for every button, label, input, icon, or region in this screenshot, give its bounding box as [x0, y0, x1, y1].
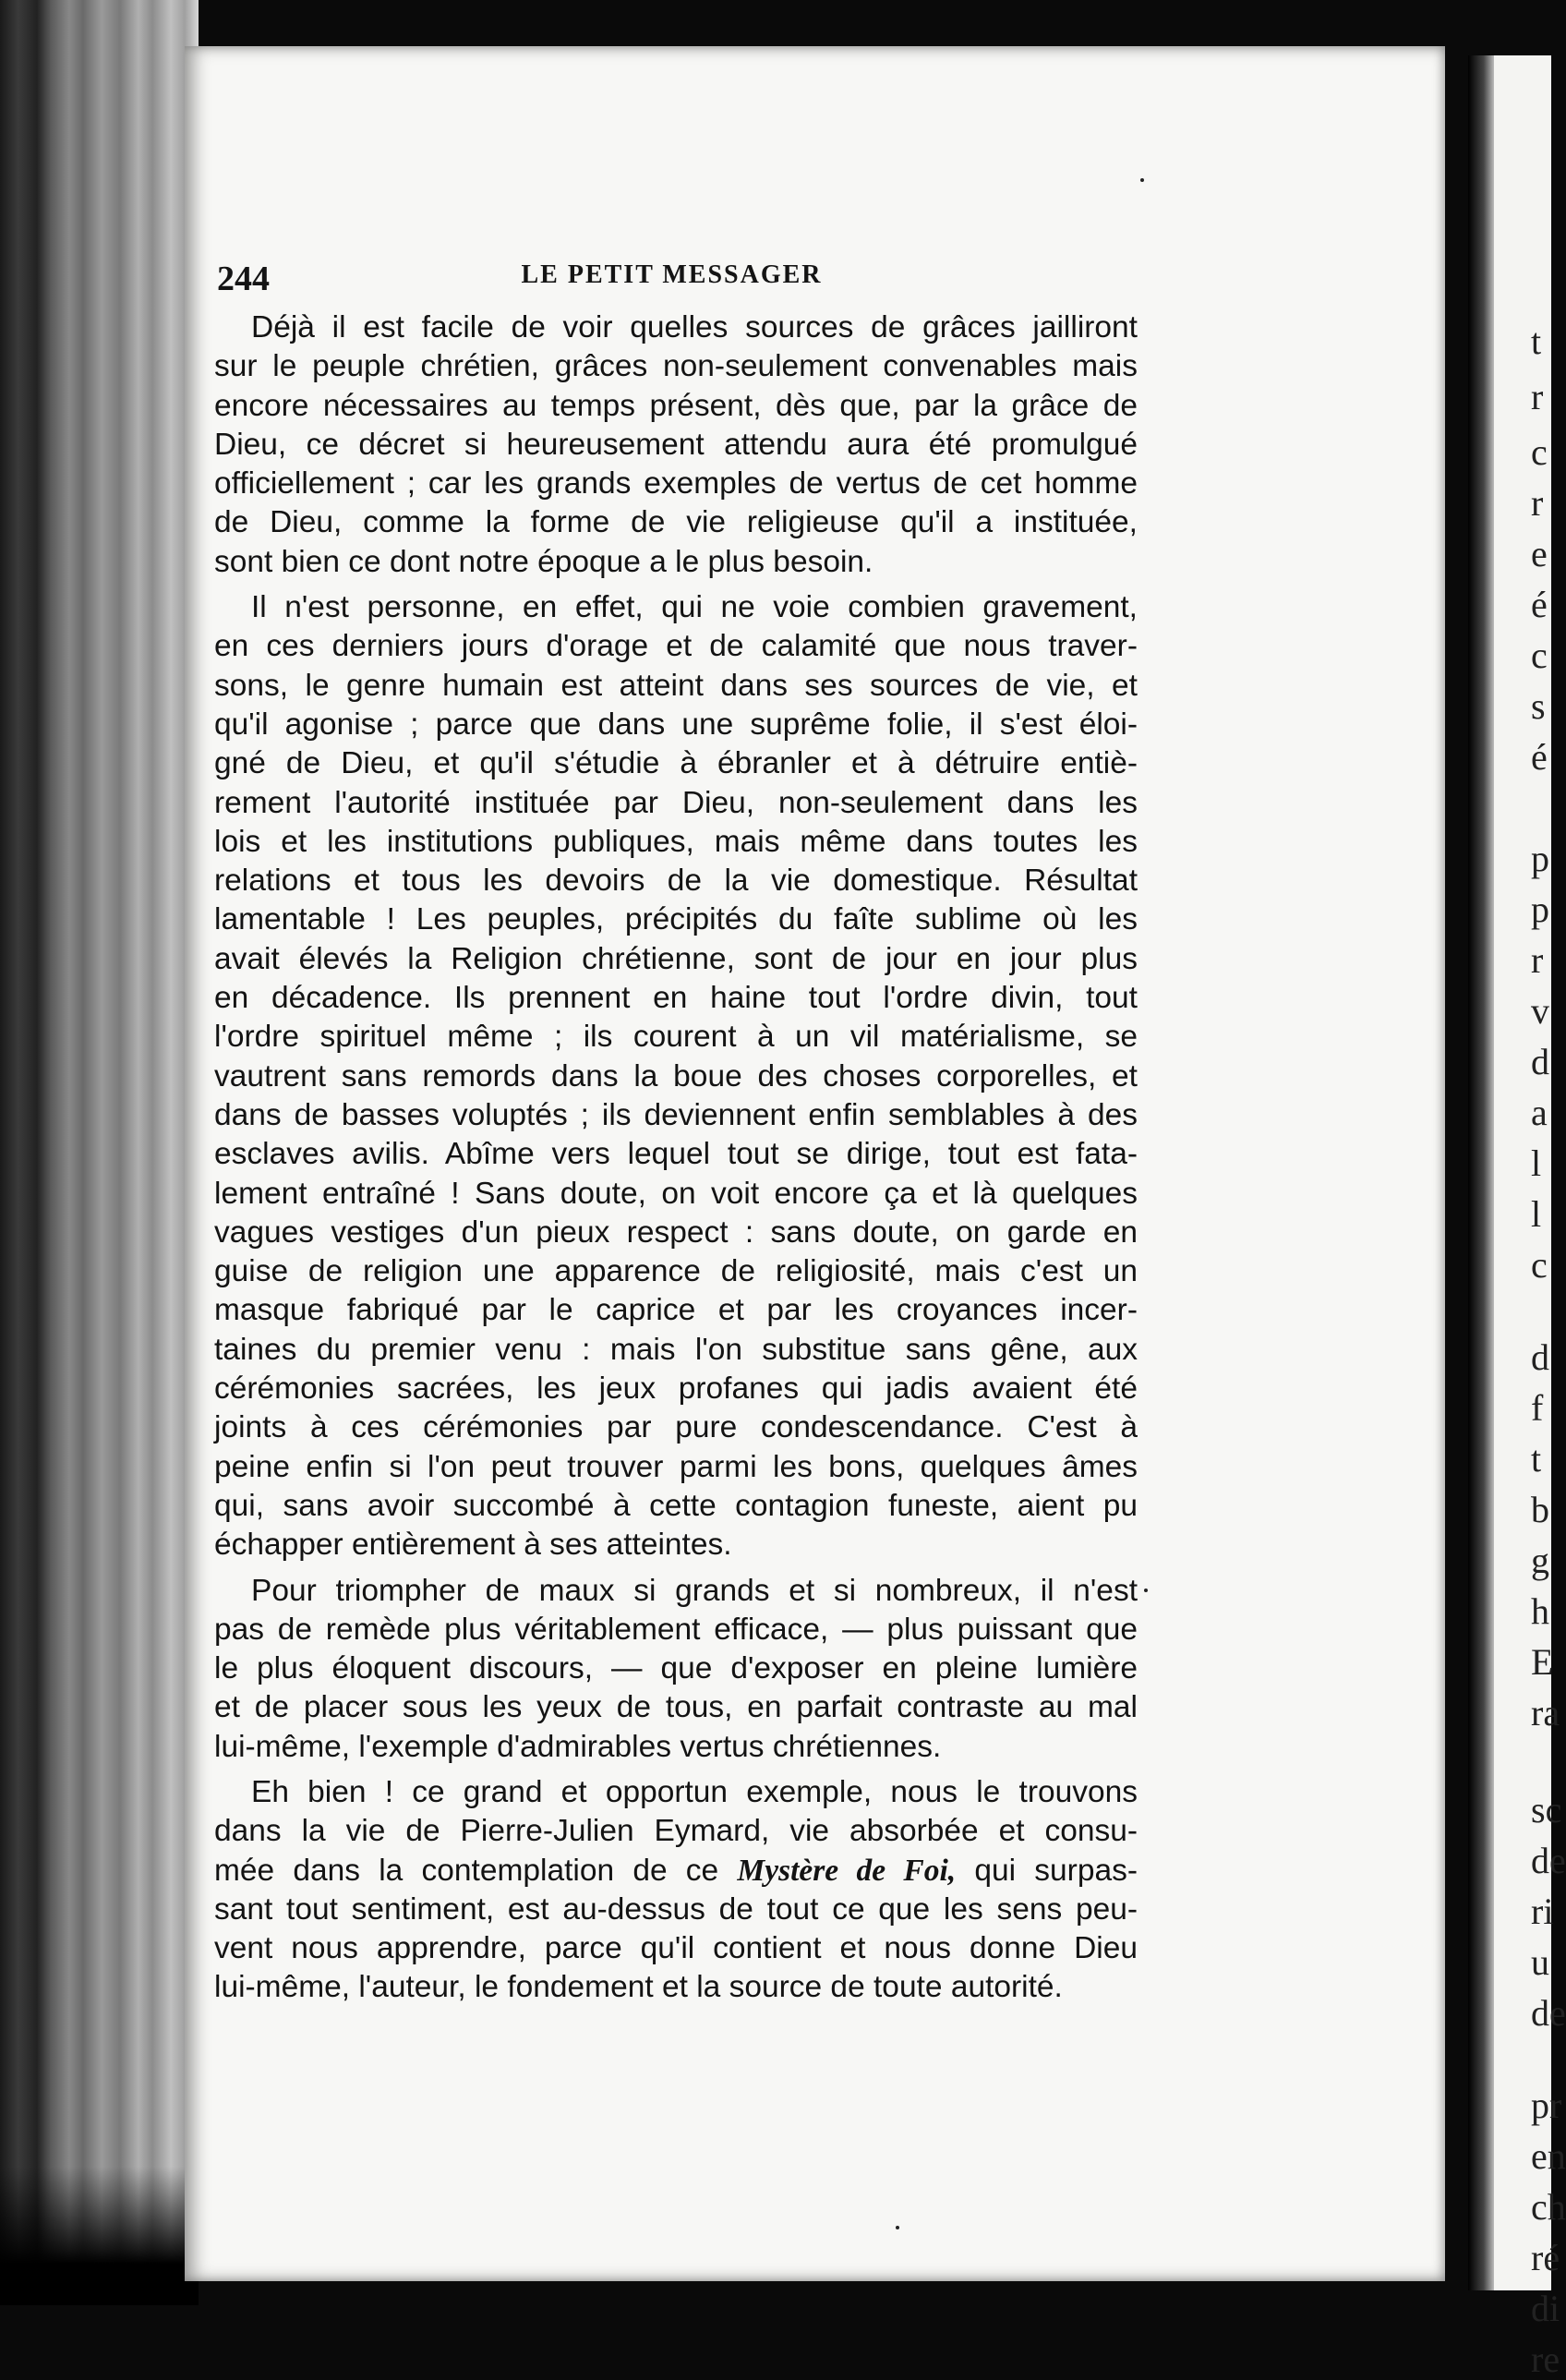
- facing-text-fragment: l: [1531, 1142, 1542, 1184]
- text-line: en décadence. Ils prennent en haine tout l'ordre divin, tout: [214, 981, 1138, 1016]
- text-line: officiellement ; car les grands exemples de vertus de cet homme: [214, 466, 1138, 501]
- facing-text-fragment: re: [1531, 2338, 1560, 2380]
- text-line: taines du premier venu : mais l'on substitue sans gêne, aux: [214, 1332, 1138, 1367]
- facing-text-fragment: E: [1531, 1641, 1554, 1683]
- facing-text-fragment: r: [1531, 939, 1544, 981]
- text-line: l'ordre spirituel même ; ils courent à un vil matérialisme, se: [214, 1020, 1138, 1055]
- facing-text-fragment: e: [1531, 533, 1548, 574]
- text-line: cérémonies sacrées, les jeux profanes qui jadis avaient été: [214, 1371, 1138, 1407]
- text-line: Dieu, ce décret si heureusement attendu aura été promulgué: [214, 427, 1138, 462]
- text-line: Eh bien ! ce grand et opportun exemple, nous le trouvons: [251, 1774, 1138, 1809]
- text-line: lui-même, l'exemple d'admirables vertus chrétiennes.: [214, 1729, 942, 1764]
- facing-text-fragment: v: [1531, 990, 1549, 1032]
- paragraph: [214, 308, 1138, 582]
- facing-text-fragment: t: [1531, 320, 1542, 362]
- dust-speck: [1140, 178, 1144, 182]
- text-line: pas de remède plus véritablement efficace, — plus puissant que: [214, 1612, 1138, 1647]
- facing-text-fragment: c: [1531, 634, 1548, 676]
- text-line: rement l'autorité instituée par Dieu, non-seulement dans les: [214, 785, 1138, 820]
- facing-text-fragment: sc: [1531, 1789, 1562, 1830]
- facing-text-fragment: pr: [1531, 2084, 1562, 2126]
- text-line: joints à ces cérémonies par pure condescendance. C'est à: [214, 1410, 1138, 1445]
- text-line: et de placer sous les yeux de tous, en parfait contraste au mal: [214, 1690, 1138, 1725]
- text-fragment: qui surpas-: [956, 1853, 1138, 1888]
- text-line: avait élevés la Religion chrétienne, sont de jour en jour plus: [214, 941, 1138, 976]
- text-line: mée dans la contemplation de ce Mystère de Foi, qui surpas-: [214, 1853, 1138, 1888]
- paragraph: [214, 588, 1138, 1565]
- text-line: le plus éloquent discours, — que d'exposer en pleine lumière: [214, 1651, 1138, 1686]
- facing-text-fragment: c: [1531, 431, 1548, 473]
- text-line: sont bien ce dont notre époque a le plus besoin.: [214, 544, 873, 579]
- facing-page-edge: [1468, 55, 1566, 2380]
- text-line: sur le peuple chrétien, grâces non-seulement convenables mais: [214, 349, 1138, 384]
- facing-text-fragment: h: [1531, 1590, 1549, 1632]
- text-line: de Dieu, comme la forme de vie religieuse qu'il a instituée,: [214, 505, 1138, 540]
- paragraph: [214, 1572, 1138, 1767]
- text-line: lamentable ! Les peuples, précipités du faîte sublime où les: [214, 902, 1138, 937]
- facing-text-fragment: en: [1531, 2135, 1566, 2177]
- text-line: sons, le genre humain est atteint dans ses sources de vie, et: [214, 668, 1138, 703]
- facing-text-fragment: di: [1531, 2288, 1560, 2329]
- text-line: échapper entièrement à ses atteintes.: [214, 1528, 732, 1563]
- dust-speck: [896, 2226, 899, 2229]
- text-line: vent nous apprendre, parce qu'il contient et nous donne Dieu: [214, 1931, 1138, 1966]
- facing-text-fragment: r: [1531, 482, 1544, 524]
- text-line: qui, sans avoir succombé à cette contagion funeste, aient pu: [214, 1488, 1138, 1523]
- text-line: Il n'est personne, en effet, qui ne voie combien gravement,: [251, 590, 1138, 625]
- facing-text-fragment: ch: [1531, 2186, 1566, 2228]
- paragraph: [214, 1773, 1138, 2008]
- facing-text-fragment: ra: [1531, 1692, 1560, 1734]
- text-line: peine enfin si l'on peut trouver parmi les bons, quelques âmes: [214, 1449, 1138, 1484]
- facing-text-fragment: l: [1531, 1193, 1542, 1235]
- facing-text-fragment: p: [1531, 888, 1549, 930]
- facing-text-fragment: t: [1531, 1438, 1542, 1480]
- text-line: lement entraîné ! Sans doute, on voit encore ça et là quelques: [214, 1176, 1138, 1211]
- text-line: guise de religion une apparence de religiosité, mais c'est un: [214, 1254, 1138, 1289]
- facing-text-fragment: s: [1531, 685, 1546, 727]
- text-line: en ces derniers jours d'orage et de calamité que nous traver-: [214, 629, 1138, 664]
- page-header: [217, 259, 1126, 299]
- book-gutter: [1468, 55, 1494, 2290]
- text-line: esclaves avilis. Abîme vers lequel tout se dirige, tout est fata-: [214, 1137, 1138, 1172]
- text-line: dans la vie de Pierre-Julien Eymard, vie absorbée et consu-: [214, 1814, 1138, 1849]
- facing-text-fragment: c: [1531, 1244, 1548, 1286]
- facing-text-fragment: é: [1531, 584, 1548, 625]
- facing-text-fragment: b: [1531, 1489, 1549, 1530]
- text-line: relations et tous les devoirs de la vie domestique. Résultat: [214, 864, 1138, 899]
- text-line: vagues vestiges d'un pieux respect : sans doute, on garde en: [214, 1214, 1138, 1250]
- facing-text-fragment: de: [1531, 1840, 1566, 1881]
- text-line: Déjà il est facile de voir quelles sources de grâces jailliront: [251, 310, 1138, 344]
- text-line: sant tout sentiment, est au-dessus de tout ce que les sens peu-: [214, 1891, 1138, 1927]
- running-head: LE PETIT MESSAGER: [521, 260, 823, 289]
- facing-text-fragment: r: [1531, 376, 1544, 417]
- dust-speck: [1144, 1589, 1148, 1592]
- text-line: masque fabriqué par le caprice et par les croyances incer-: [214, 1293, 1138, 1328]
- facing-text-fragment: de: [1531, 1992, 1566, 2034]
- text-line: Pour triompher de maux si grands et si nombreux, il n'est: [251, 1573, 1138, 1608]
- facing-text-fragment: f: [1531, 1387, 1544, 1429]
- body-text: [214, 308, 1138, 2014]
- page-number: 244: [217, 260, 270, 298]
- text-line: dans de basses voluptés ; ils deviennent enfin semblables à des: [214, 1097, 1138, 1132]
- facing-text-fragment: é: [1531, 736, 1548, 778]
- text-line: gné de Dieu, et qu'il s'étudie à ébranler et à détruire entiè-: [214, 746, 1138, 781]
- text-line: lui-même, l'auteur, le fondement et la source de toute autorité.: [214, 1970, 1063, 2005]
- facing-text-fragment: d: [1531, 1336, 1549, 1378]
- facing-text-fragment: ri: [1531, 1891, 1554, 1932]
- facing-text-fragment: u: [1531, 1941, 1549, 1983]
- emphasis-text: Mystère de Foi,: [737, 1853, 957, 1888]
- text-line: vautrent sans remords dans la boue des choses corporelles, et: [214, 1058, 1138, 1093]
- text-line: lois et les institutions publiques, mais même dans toutes les: [214, 824, 1138, 859]
- book-page-edges: [0, 0, 199, 2305]
- facing-text-fragment: a: [1531, 1092, 1548, 1133]
- text-line: encore nécessaires au temps présent, dès que, par la grâce de: [214, 388, 1138, 423]
- facing-text-fragment: d: [1531, 1041, 1549, 1082]
- text-line: qu'il agonise ; parce que dans une suprême folie, il s'est éloi-: [214, 707, 1138, 742]
- facing-text-fragment: p: [1531, 838, 1549, 879]
- facing-text-fragment: ré: [1531, 2237, 1560, 2278]
- facing-text-fragment: g: [1531, 1540, 1549, 1581]
